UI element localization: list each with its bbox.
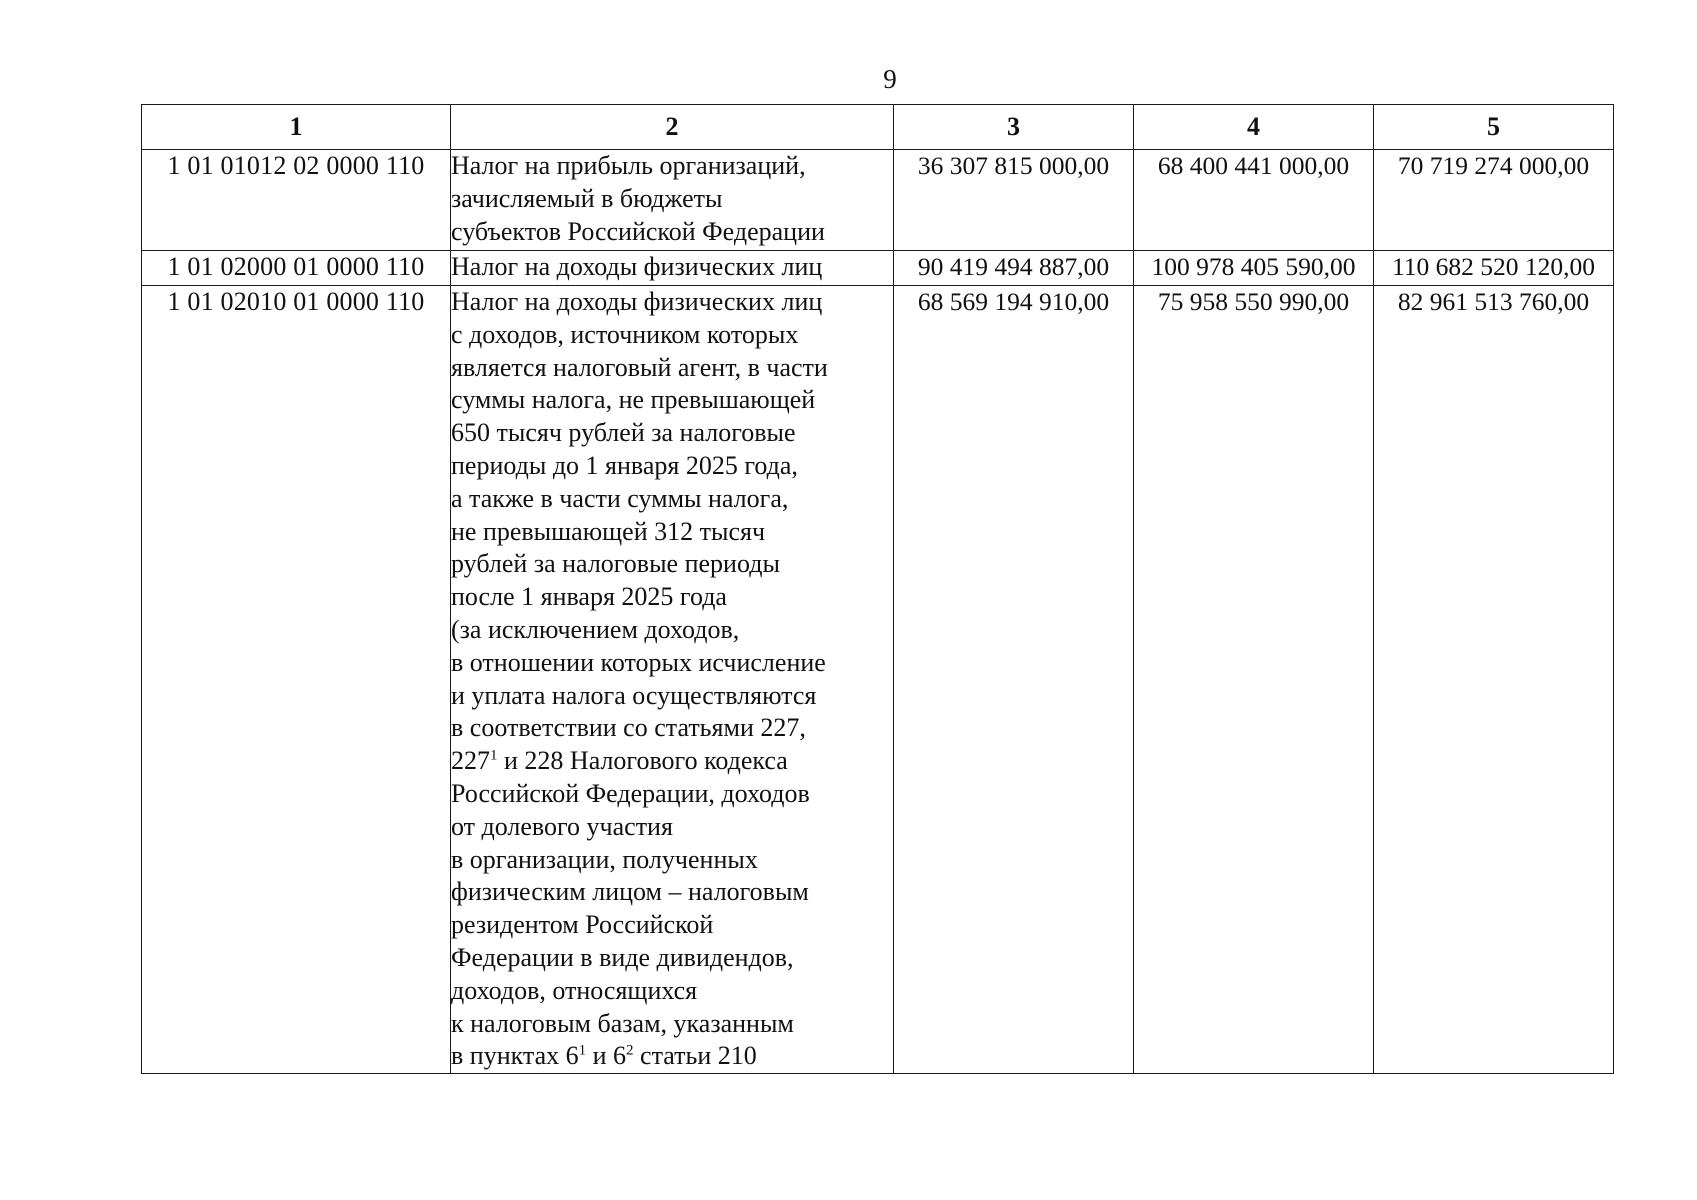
revenue-name-line: и уплата налога осуществляются [451,680,817,710]
amount-col-5: 110 682 520 120,00 [1374,251,1614,286]
page-number: 9 [883,64,897,94]
text-fragment: и 228 Налогового кодекса [497,746,788,776]
text-fragment: статьи 210 [633,1041,757,1071]
amount-col-5: 70 719 274 000,00 [1374,150,1614,251]
text-fragment: и 6 [586,1041,627,1071]
revenue-name-line: после 1 января 2025 года [451,582,727,612]
revenue-name [451,251,894,286]
column-header-4: 4 [1134,105,1374,150]
table-row [142,150,1614,251]
revenue-name-line: не превышающей 312 тысяч [451,516,766,546]
amount-col-4: 100 978 405 590,00 [1134,251,1374,286]
text-fragment: 227 [451,746,490,776]
revenue-name-line: Налог на доходы физических лиц [451,287,823,316]
column-header-2: 2 [451,105,894,150]
column-header-1: 1 [142,105,451,150]
text-fragment: в пунктах 6 [451,1041,579,1071]
revenue-name-line: от долевого участия [451,811,673,841]
superscript: 1 [490,747,498,764]
revenue-name-line: субъектов Российской Федерации [451,216,825,246]
revenue-name-line: Налог на прибыль организаций, [451,151,806,180]
revenue-name [451,286,894,1074]
superscript: 1 [578,1042,587,1059]
revenue-name-line: (за исключением доходов, [451,614,740,644]
revenue-name-line: резидентом Российской [451,910,714,940]
revenue-code: 1 01 01012 02 0000 110 [142,150,451,251]
revenue-name-line: является налоговый агент, в части [451,352,828,382]
amount-col-3: 90 419 494 887,00 [894,251,1134,286]
revenue-name-line: а также в части суммы налога, [451,483,789,513]
revenue-name-line: рублей за налоговые периоды [451,549,780,579]
table-row [142,251,1614,286]
revenue-name-line: 650 тысяч рублей за налоговые [451,418,796,448]
column-header-3: 3 [894,105,1134,150]
table-header-row [142,105,1614,150]
amount-col-5: 82 961 513 760,00 [1374,286,1614,1074]
revenue-name-line: в отношении которых исчисление [451,647,826,677]
revenue-name-line: Российской Федерации, доходов [451,778,810,808]
revenue-name-line: зачисляемый в бюджеты [451,183,723,213]
revenue-name-line: суммы налога, не превышающей [451,385,816,415]
budget-revenue-table [141,104,1614,1074]
revenue-name-line-227 [451,745,893,778]
revenue-code: 1 01 02010 01 0000 110 [142,286,451,1074]
revenue-name-line: Федерации в виде дивидендов, [451,942,794,972]
revenue-name-line: физическим лицом – налоговым [451,877,809,907]
revenue-name-line: к налоговым базам, указанным [451,1008,794,1038]
amount-col-3: 68 569 194 910,00 [894,286,1134,1074]
revenue-name-line: доходов, относящихся [451,975,698,1005]
table-row [142,286,1614,1074]
amount-col-4: 68 400 441 000,00 [1134,150,1374,251]
superscript: 2 [626,1042,634,1059]
amount-col-3: 36 307 815 000,00 [894,150,1134,251]
revenue-name-line: Налог на доходы физических лиц [451,252,823,281]
amount-col-4: 75 958 550 990,00 [1134,286,1374,1074]
column-header-5: 5 [1374,105,1614,150]
revenue-name [451,150,894,251]
revenue-name-line: с доходов, источником которых [451,319,799,349]
revenue-name-line: в соответствии со статьями 227, [451,713,806,743]
revenue-name-line-last [451,1040,893,1073]
revenue-code: 1 01 02000 01 0000 110 [142,251,451,286]
revenue-name-line: в организации, полученных [451,844,758,874]
revenue-name-line: периоды до 1 января 2025 года, [451,450,798,480]
